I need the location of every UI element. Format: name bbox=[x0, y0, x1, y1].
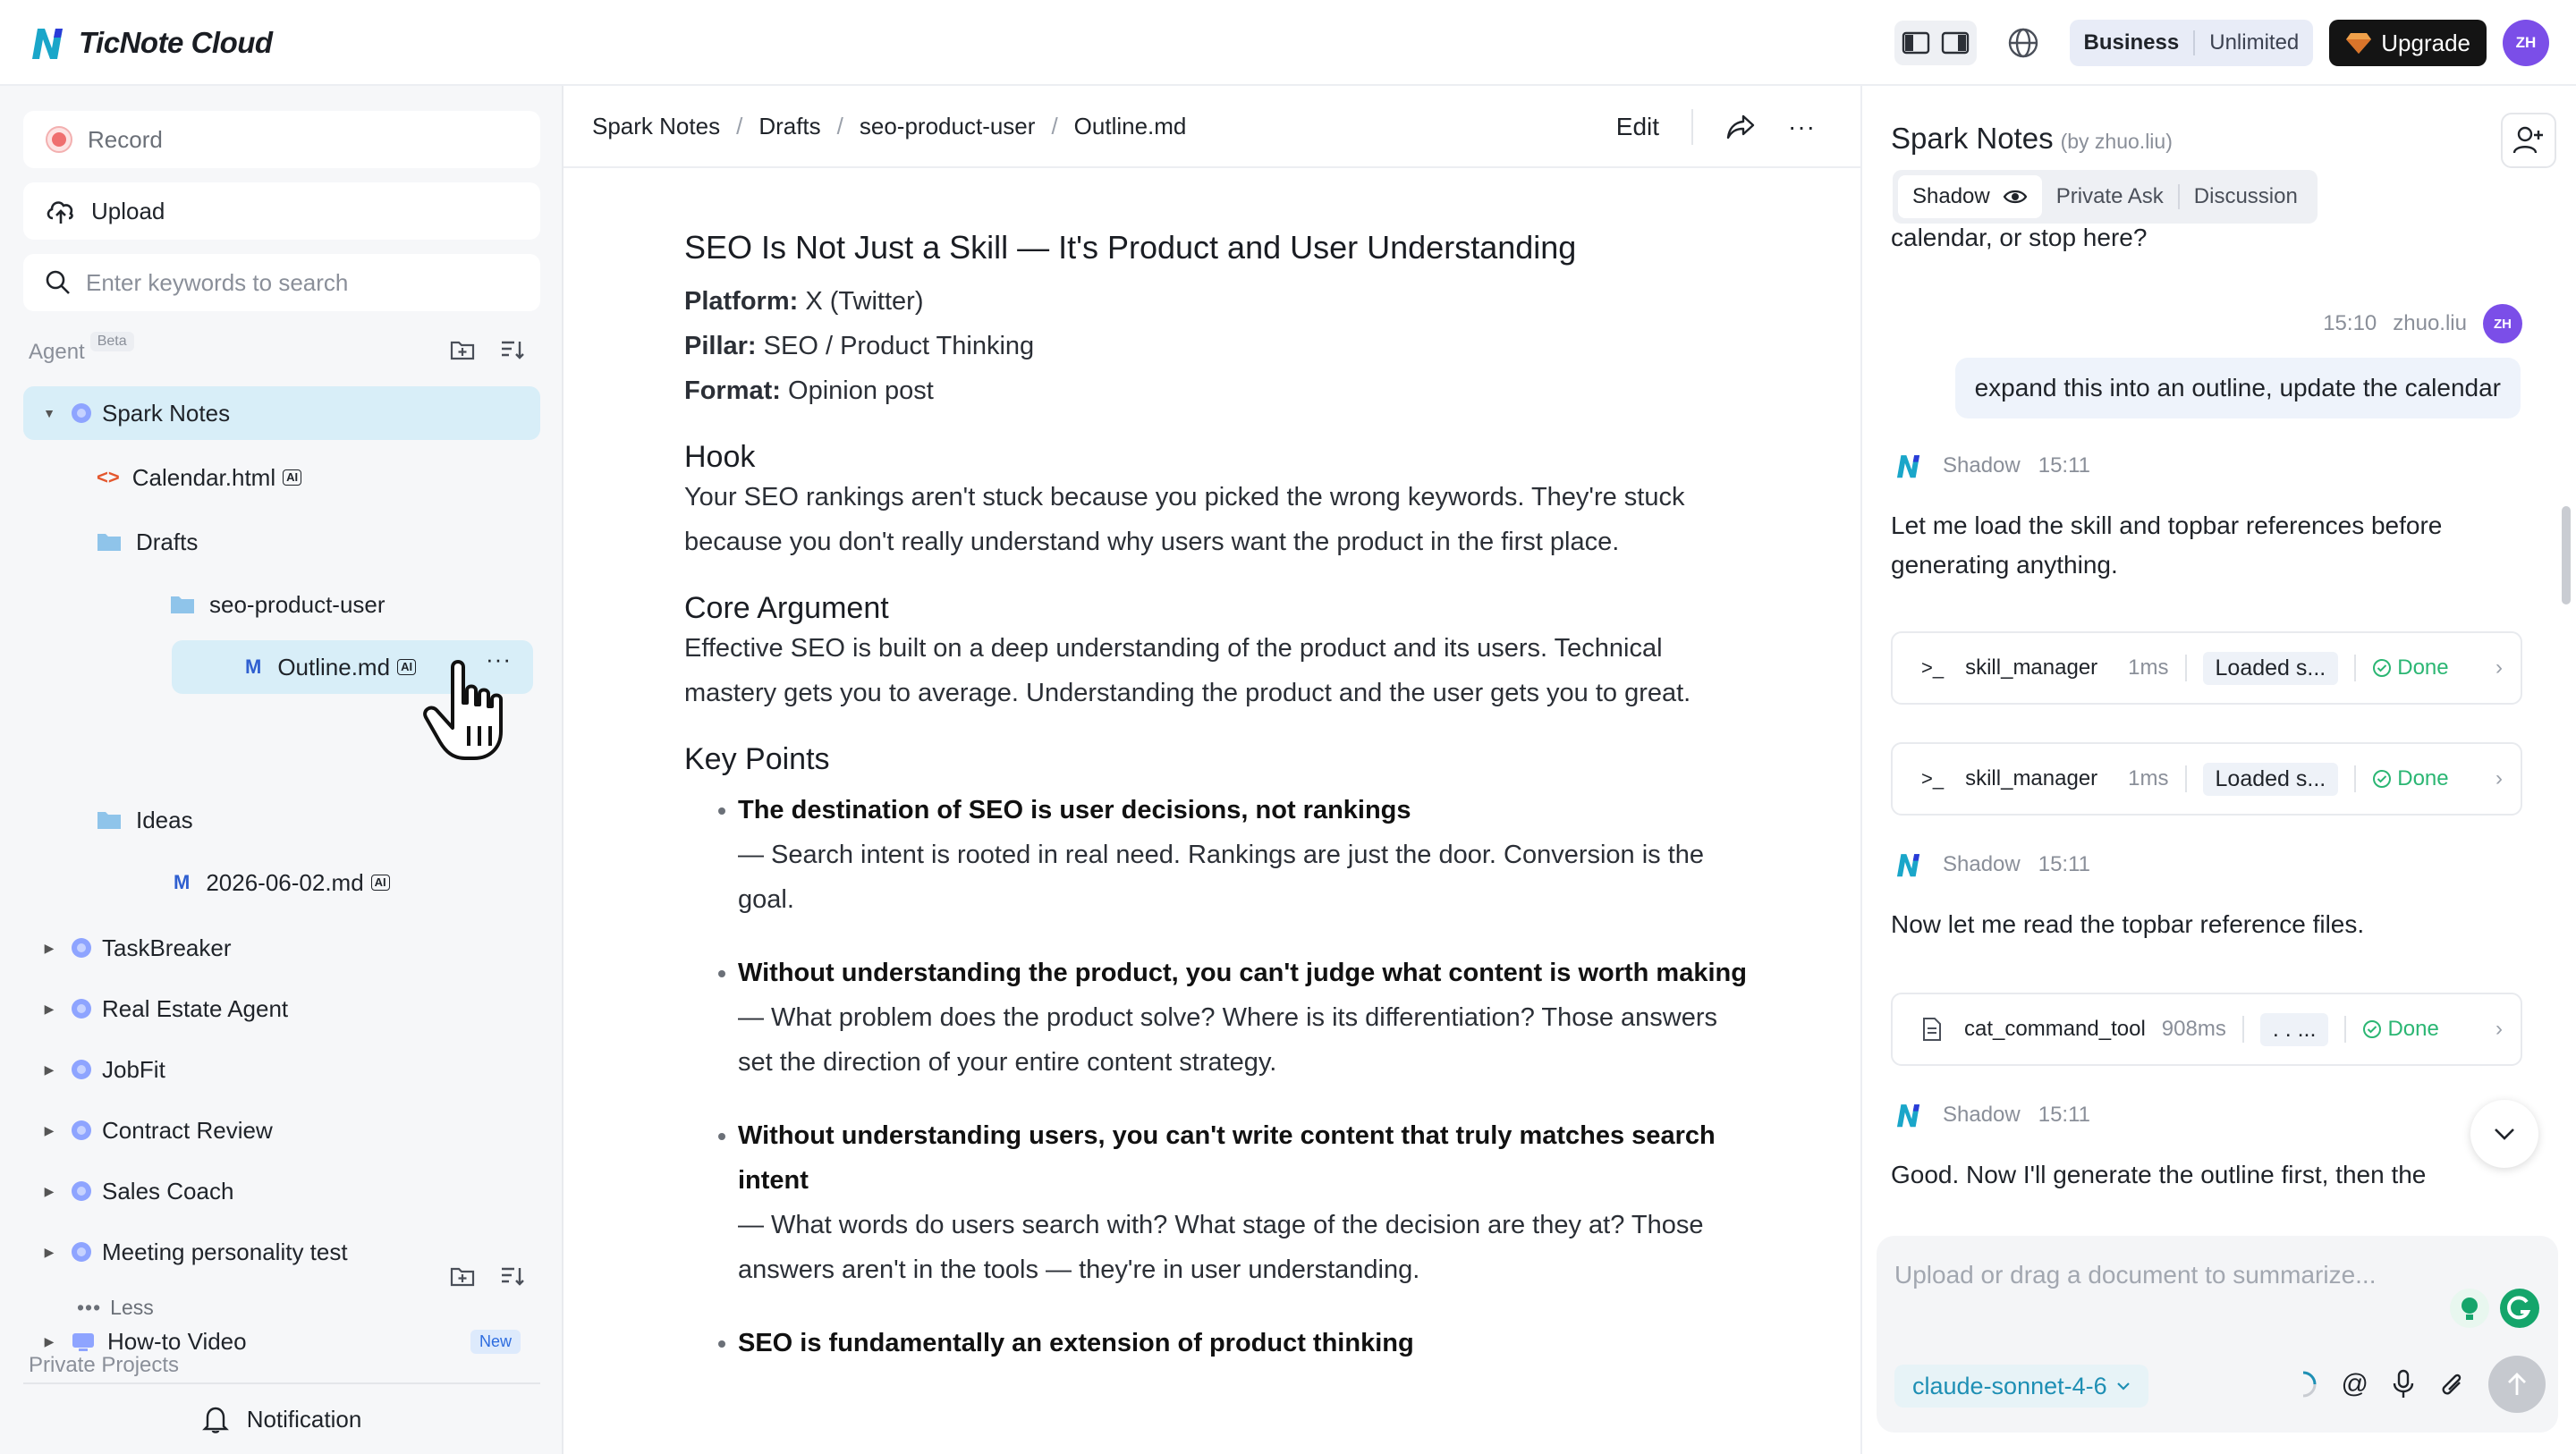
key-point-title: SEO is fundamentally an extension of product thinking bbox=[738, 1329, 1414, 1357]
caret-down-icon[interactable]: ▼ bbox=[43, 406, 55, 420]
doc-meta-format bbox=[684, 368, 1758, 413]
caret-right-icon[interactable]: ▶ bbox=[44, 1122, 55, 1137]
breadcrumb-separator: / bbox=[736, 112, 743, 139]
tab-label: Shadow bbox=[1912, 184, 1990, 208]
mention-icon[interactable]: @ bbox=[2341, 1369, 2368, 1399]
shadow-agent-icon bbox=[1894, 1100, 1925, 1130]
user-message-bubble: expand this into an outline, update the calendar bbox=[1955, 358, 2521, 418]
agent-item-contract-review[interactable] bbox=[41, 1103, 273, 1157]
message-text-partial: calendar, or stop here? bbox=[1891, 224, 2148, 251]
key-point bbox=[684, 1113, 1758, 1292]
doc-meta-platform bbox=[684, 279, 1758, 324]
record-icon bbox=[45, 125, 73, 154]
search-input[interactable] bbox=[23, 254, 540, 311]
chat-scrollbar[interactable] bbox=[2562, 506, 2571, 604]
new-folder-icon[interactable] bbox=[449, 336, 476, 363]
agent-label: Contract Review bbox=[102, 1116, 273, 1144]
assistant-message-text: Now let me read the topbar reference files. bbox=[1891, 910, 2365, 938]
caret-right-icon[interactable]: ▶ bbox=[44, 940, 55, 955]
tree-item-label: Drafts bbox=[136, 528, 199, 555]
hand-pointer-cursor-icon bbox=[417, 658, 524, 765]
grammarly-icon[interactable] bbox=[2497, 1286, 2542, 1331]
caret-right-icon[interactable]: ▶ bbox=[44, 1183, 55, 1198]
tab-shadow[interactable] bbox=[1898, 175, 2042, 218]
divider bbox=[2354, 765, 2356, 792]
app-logo[interactable] bbox=[29, 23, 273, 63]
tree-item-date-md[interactable] bbox=[174, 856, 390, 909]
upload-button[interactable] bbox=[23, 182, 540, 240]
key-point-text: — What problem does the product solve? Where is its differentiation? Those answers set the direction of your entire content strategy. bbox=[738, 1003, 1718, 1077]
new-badge: New bbox=[470, 1330, 521, 1354]
meta-label: Pillar: bbox=[684, 332, 757, 360]
user-message-header bbox=[2323, 304, 2522, 343]
more-options-icon[interactable]: ··· bbox=[1788, 113, 1816, 140]
new-folder-icon[interactable] bbox=[449, 1263, 476, 1289]
divider bbox=[1691, 109, 1693, 145]
sort-icon[interactable] bbox=[499, 1263, 526, 1289]
document-pane bbox=[564, 86, 1860, 1454]
user-avatar[interactable]: ZH bbox=[2503, 20, 2549, 66]
agent-icon bbox=[72, 403, 91, 423]
app-name: TicNote Cloud bbox=[79, 26, 273, 59]
tab-private-ask[interactable] bbox=[2042, 175, 2178, 218]
microphone-icon[interactable] bbox=[2392, 1369, 2415, 1399]
ai-badge: AI bbox=[283, 469, 301, 486]
assistant-message-header bbox=[1894, 1100, 2090, 1130]
caret-right-icon[interactable]: ▶ bbox=[44, 1244, 55, 1259]
tool-duration: 1ms bbox=[2128, 655, 2169, 680]
agent-label: Sales Coach bbox=[102, 1177, 234, 1205]
tool-result bbox=[2372, 655, 2448, 681]
divider bbox=[2185, 765, 2187, 792]
notification-label: Notification bbox=[246, 1405, 362, 1433]
search-icon bbox=[45, 269, 72, 296]
record-button[interactable] bbox=[23, 111, 540, 168]
plan-limit: Unlimited bbox=[2209, 30, 2300, 55]
tool-name: cat_command_tool bbox=[1964, 1017, 2146, 1041]
key-point bbox=[684, 788, 1758, 922]
agent-icon bbox=[72, 938, 91, 958]
attachment-icon[interactable] bbox=[2438, 1369, 2465, 1399]
arrow-up-icon bbox=[2506, 1372, 2528, 1397]
tree-item-spark-notes[interactable] bbox=[23, 386, 540, 440]
check-circle-icon bbox=[2372, 769, 2392, 789]
message-sender: Shadow bbox=[1943, 453, 2021, 478]
tree-item-drafts[interactable] bbox=[97, 515, 198, 569]
agent-icon bbox=[72, 1060, 91, 1079]
tree-item-label: Ideas bbox=[136, 806, 193, 833]
tool-duration: 908ms bbox=[2161, 1017, 2226, 1041]
document-body bbox=[684, 229, 1758, 1365]
terminal-icon: >_ bbox=[1921, 656, 1945, 679]
agent-icon bbox=[72, 1120, 91, 1140]
breadcrumb-current: Outline.md bbox=[1073, 112, 1187, 139]
bell-icon bbox=[202, 1405, 229, 1433]
key-point bbox=[684, 1321, 1758, 1365]
folder-icon bbox=[170, 594, 195, 615]
ai-badge: AI bbox=[397, 659, 416, 675]
html-file-icon: <> bbox=[97, 466, 120, 488]
folder-icon bbox=[97, 531, 122, 553]
key-point-text: — Search intent is rooted in real need. Rankings are just the door. Conversion is the goal. bbox=[738, 841, 1705, 914]
less-label: Less bbox=[110, 1295, 154, 1319]
model-selector[interactable] bbox=[1894, 1365, 2148, 1408]
sidebar bbox=[0, 86, 564, 1454]
meta-label: Platform: bbox=[684, 287, 799, 316]
key-point-title: The destination of SEO is user decisions, not rankings bbox=[738, 796, 1411, 824]
key-point bbox=[684, 951, 1758, 1085]
tool-duration: 1ms bbox=[2128, 766, 2169, 790]
chat-title bbox=[1891, 122, 2173, 156]
assistant-message-text: Good. Now I'll generate the outline first, then the bbox=[1891, 1161, 2427, 1188]
agent-icon bbox=[72, 999, 91, 1019]
document-icon bbox=[1921, 1017, 1943, 1042]
agent-item-sales-coach[interactable] bbox=[41, 1164, 233, 1218]
divider bbox=[2185, 655, 2187, 681]
divider bbox=[2344, 1016, 2346, 1043]
tool-call-card[interactable] bbox=[1891, 631, 2522, 705]
divider bbox=[2242, 1016, 2244, 1043]
message-sender: Shadow bbox=[1943, 852, 2021, 876]
agent-label: Real Estate Agent bbox=[102, 994, 289, 1022]
project-label: How-to Video bbox=[107, 1327, 247, 1355]
message-time: 15:11 bbox=[2038, 453, 2091, 478]
agent-label: JobFit bbox=[102, 1055, 165, 1083]
markdown-file-icon: M bbox=[245, 655, 262, 678]
tool-call-card[interactable] bbox=[1891, 993, 2522, 1066]
scroll-to-bottom-button[interactable] bbox=[2470, 1100, 2538, 1168]
hint-bulb-icon[interactable] bbox=[2447, 1286, 2492, 1331]
divider bbox=[2354, 655, 2356, 681]
loading-spinner-icon bbox=[2288, 1369, 2318, 1399]
meta-value: Opinion post bbox=[788, 376, 934, 405]
message-time: 15:10 bbox=[2323, 311, 2377, 335]
upgrade-label: Upgrade bbox=[2381, 29, 2470, 56]
tool-status-chip: Loaded s... bbox=[2203, 652, 2339, 685]
chat-title-text: Spark Notes bbox=[1891, 122, 2054, 155]
breadcrumb-item[interactable]: Drafts bbox=[758, 112, 821, 139]
agent-icon bbox=[72, 1181, 91, 1201]
hook-heading: Hook bbox=[684, 440, 756, 474]
agent-item-jobfit[interactable] bbox=[41, 1043, 165, 1096]
agent-label: Meeting personality test bbox=[102, 1238, 348, 1265]
agent-section-header bbox=[29, 334, 134, 365]
tool-result-label: Done bbox=[2387, 1017, 2439, 1041]
chat-owner: (by zhuo.liu) bbox=[2060, 130, 2173, 153]
private-section-label: Private Projects bbox=[29, 1353, 180, 1377]
message-user: zhuo.liu bbox=[2393, 311, 2467, 335]
tool-result-label: Done bbox=[2397, 655, 2449, 680]
markdown-file-icon: M bbox=[174, 871, 191, 893]
tree-item-label: Calendar.html bbox=[131, 463, 276, 491]
folder-icon bbox=[97, 809, 122, 831]
key-point-title: Without understanding users, you can't write content that truly matches search intent bbox=[738, 1121, 1716, 1195]
sort-icon[interactable] bbox=[499, 336, 526, 363]
ai-badge: AI bbox=[371, 875, 390, 891]
record-label: Record bbox=[88, 125, 163, 153]
tab-discussion[interactable] bbox=[2178, 184, 2312, 209]
tree-item-label: Spark Notes bbox=[102, 399, 231, 427]
agent-icon bbox=[72, 1242, 91, 1262]
assistant-message-header bbox=[1894, 451, 2090, 481]
document-header bbox=[564, 86, 1860, 168]
gem-icon bbox=[2345, 31, 2372, 55]
agent-item-real-estate[interactable] bbox=[41, 982, 288, 1036]
key-points-heading: Key Points bbox=[684, 742, 830, 776]
message-sender: Shadow bbox=[1943, 1103, 2021, 1127]
check-circle-icon bbox=[2372, 658, 2392, 678]
eye-icon bbox=[2003, 188, 2028, 206]
video-project-icon bbox=[72, 1331, 95, 1352]
message-time: 15:11 bbox=[2038, 1103, 2091, 1127]
tool-status-chip: . . ... bbox=[2260, 1013, 2329, 1046]
chat-composer[interactable] bbox=[1877, 1236, 2558, 1433]
beta-badge: Beta bbox=[90, 332, 134, 351]
plan-badge[interactable] bbox=[2070, 20, 2314, 66]
tool-result bbox=[2372, 766, 2448, 791]
upgrade-button[interactable] bbox=[2329, 20, 2487, 66]
tool-status-chip: Loaded s... bbox=[2203, 763, 2339, 796]
composer-placeholder: Upload or drag a document to summarize... bbox=[1894, 1261, 2377, 1289]
chevron-down-icon bbox=[2116, 1382, 2131, 1391]
tool-result-label: Done bbox=[2397, 766, 2449, 790]
tab-label: Discussion bbox=[2193, 184, 2298, 208]
key-point-title: Without understanding the product, you can't judge what content is worth making bbox=[738, 959, 1747, 987]
breadcrumb-item[interactable]: Spark Notes bbox=[592, 112, 721, 139]
doc-meta-pillar bbox=[684, 324, 1758, 368]
edit-button[interactable]: Edit bbox=[1615, 113, 1660, 140]
search-placeholder: Enter keywords to search bbox=[86, 268, 349, 296]
chevron-down-icon bbox=[2493, 1127, 2516, 1141]
more-dots-icon: ••• bbox=[77, 1295, 102, 1319]
project-item-how-to-video[interactable] bbox=[41, 1315, 540, 1368]
chat-messages bbox=[1862, 224, 2560, 1230]
right-panel-toggle-icon[interactable] bbox=[1941, 31, 1970, 55]
assistant-message-text: Let me load the skill and topbar references before generating anything. bbox=[1891, 511, 2443, 579]
writing-assistant-icons bbox=[2447, 1286, 2542, 1331]
plan-name: Business bbox=[2084, 30, 2196, 55]
add-user-icon bbox=[2512, 125, 2545, 156]
breadcrumb-item[interactable]: seo-product-user bbox=[859, 112, 1036, 139]
meta-value: SEO / Product Thinking bbox=[763, 332, 1035, 360]
caret-right-icon[interactable]: ▶ bbox=[44, 1061, 55, 1077]
chevron-right-icon: › bbox=[2496, 1017, 2503, 1041]
left-panel-toggle-icon[interactable] bbox=[1902, 31, 1930, 55]
assistant-message-header bbox=[1894, 850, 2090, 880]
upload-label: Upload bbox=[91, 197, 165, 224]
breadcrumb bbox=[592, 113, 1186, 140]
core-heading: Core Argument bbox=[684, 591, 889, 625]
upload-cloud-icon bbox=[45, 197, 77, 225]
tool-name: skill_manager bbox=[1965, 655, 2098, 680]
breadcrumb-separator: / bbox=[1051, 112, 1058, 139]
add-member-button[interactable] bbox=[2501, 113, 2556, 168]
tool-call-card[interactable] bbox=[1891, 742, 2522, 816]
shadow-agent-icon bbox=[1894, 850, 1925, 880]
user-avatar: ZH bbox=[2483, 304, 2522, 343]
message-time: 15:11 bbox=[2038, 852, 2091, 876]
chevron-right-icon: › bbox=[2496, 655, 2503, 680]
chat-tabs bbox=[1893, 170, 2318, 224]
caret-right-icon[interactable]: ▶ bbox=[44, 1333, 55, 1348]
tree-item-label: 2026-06-02.md bbox=[206, 868, 364, 896]
chevron-right-icon: › bbox=[2496, 766, 2503, 790]
hook-text: Your SEO rankings aren't stuck because you picked the wrong keywords. They're stuck because you don't really understand why users want the product in the first place. bbox=[684, 483, 1685, 556]
meta-label: Format: bbox=[684, 376, 781, 405]
notification-button[interactable] bbox=[23, 1382, 540, 1454]
agent-item-taskbreaker[interactable] bbox=[41, 921, 232, 975]
caret-right-icon[interactable]: ▶ bbox=[44, 1001, 55, 1016]
tree-item-ideas[interactable] bbox=[97, 793, 193, 847]
check-circle-icon bbox=[2362, 1019, 2382, 1039]
globe-icon[interactable] bbox=[2005, 25, 2041, 61]
layout-toggle bbox=[1894, 21, 1977, 65]
agent-item-meeting-personality[interactable] bbox=[41, 1225, 348, 1279]
tree-item-calendar-html[interactable] bbox=[97, 451, 301, 504]
top-bar bbox=[0, 0, 2576, 86]
tree-item-label: seo-product-user bbox=[209, 590, 386, 618]
meta-value: X (Twitter) bbox=[805, 287, 924, 316]
send-button[interactable] bbox=[2488, 1356, 2546, 1413]
more-options-icon[interactable]: ··· bbox=[486, 646, 512, 672]
tool-name: skill_manager bbox=[1965, 766, 2098, 790]
tree-item-label: Outline.md bbox=[277, 653, 391, 681]
ticnote-logo-icon bbox=[29, 23, 70, 63]
share-icon[interactable] bbox=[1725, 114, 1756, 140]
core-text: Effective SEO is built on a deep understanding of the product and its users. Technical mastery gets you to average. Understanding the product and the user gets you to great. bbox=[684, 634, 1691, 707]
key-point-text: — What words do users search with? What stage of the decision are they at? Those answers aren't in the tools — they're in user understanding. bbox=[738, 1211, 1704, 1284]
shadow-agent-icon bbox=[1894, 451, 1925, 481]
tab-label: Private Ask bbox=[2055, 184, 2164, 208]
model-name: claude-sonnet-4-6 bbox=[1912, 1372, 2107, 1399]
agent-label: TaskBreaker bbox=[102, 934, 232, 961]
tree-item-seo-product-user[interactable] bbox=[170, 578, 386, 631]
tool-result bbox=[2362, 1017, 2438, 1042]
doc-title: SEO Is Not Just a Skill — It's Product and User Understanding bbox=[684, 229, 1577, 266]
agent-section-label: Agent bbox=[29, 340, 85, 364]
breadcrumb-separator: / bbox=[836, 112, 843, 139]
terminal-icon: >_ bbox=[1921, 767, 1945, 790]
